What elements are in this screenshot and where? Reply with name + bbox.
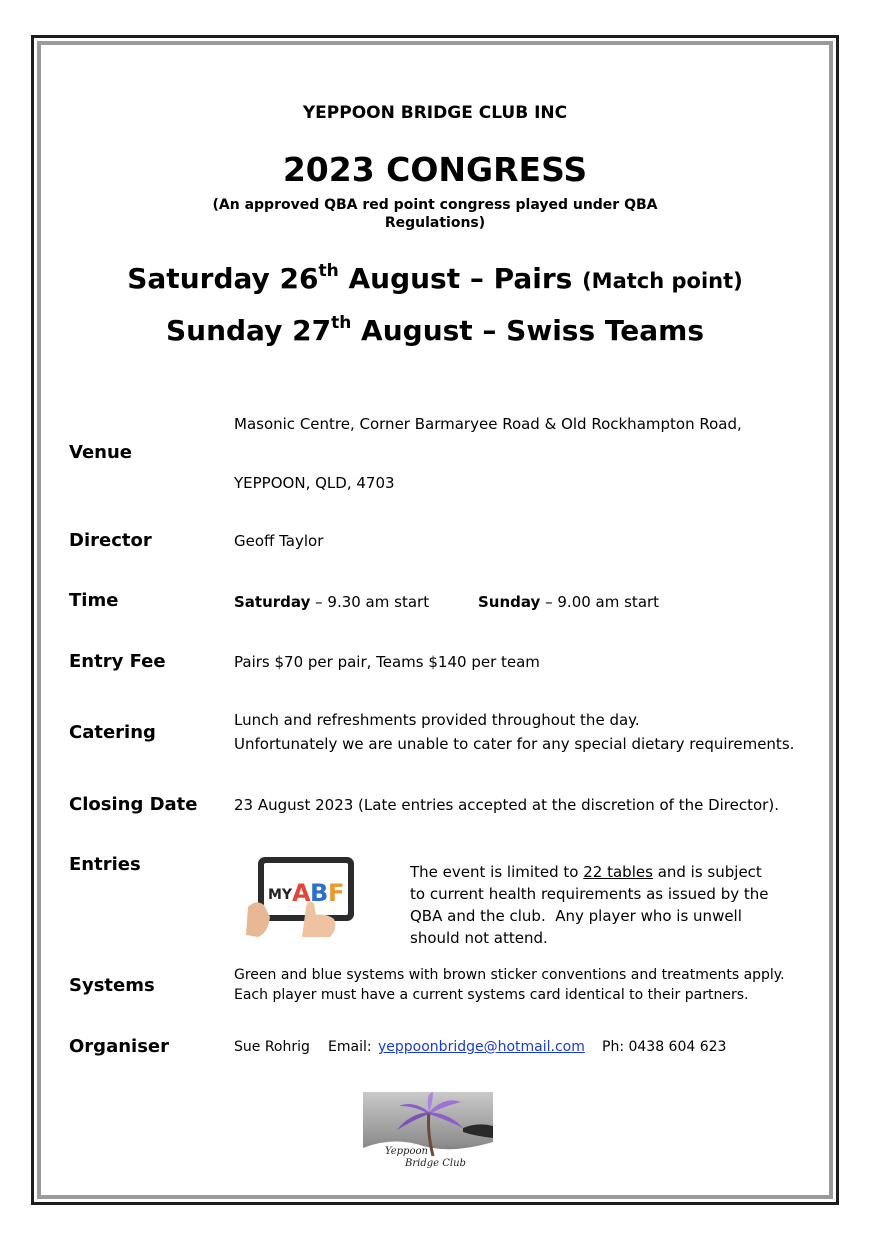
- myabf-my-text: MY: [268, 887, 293, 903]
- page-title: 2023 CONGRESS: [282, 150, 588, 189]
- organiser-label: Organiser: [69, 1036, 169, 1057]
- catering-line-2: Unfortunately we are unable to cater for any special dietary requirements.: [234, 735, 795, 753]
- venue-label: Venue: [69, 442, 132, 463]
- closing-date-label: Closing Date: [69, 794, 198, 815]
- director-label: Director: [69, 530, 152, 551]
- time-saturday: Saturday – 9.30 am start: [234, 593, 430, 611]
- closing-date-value: 23 August 2023 (Late entries accepted at the discretion of the Director).: [234, 796, 779, 814]
- club-logo-line-2: Bridge Club: [405, 1158, 466, 1169]
- sunday-heading: Sunday 27th August – Swiss Teams: [165, 312, 704, 347]
- entries-label: Entries: [69, 854, 141, 875]
- entries-text: The event is limited to 22 tables and is subject to current health requirements as issued by the QBA and the club. Any player who is unwell should not attend.: [410, 863, 769, 947]
- palm-tree-icon: [363, 1092, 493, 1178]
- myabf-logo[interactable]: [244, 855, 360, 939]
- organiser-email-link[interactable]: yeppoonbridge@hotmail.com: [378, 1039, 585, 1055]
- systems-line-2: Each player must have a current systems card identical to their partners.: [234, 987, 749, 1003]
- club-logo: [363, 1092, 493, 1178]
- entry-fee-value: Pairs $70 per pair, Teams $140 per team: [234, 653, 540, 671]
- systems-label: Systems: [69, 975, 155, 996]
- club-logo-line-1: Yeppoon: [385, 1146, 428, 1157]
- organiser-name: Sue Rohrig: [234, 1039, 310, 1055]
- subtitle: [0, 196, 870, 232]
- saturday-heading: Saturday 26th August – Pairs (Match point): [127, 260, 743, 295]
- tables-limit: 22 tables: [583, 863, 653, 881]
- systems-line-1: Green and blue systems with brown sticker conventions and treatments apply.: [234, 967, 785, 983]
- subtitle-line-2: Regulations): [384, 215, 486, 231]
- myabf-a-text: A: [292, 879, 311, 907]
- email-label: Email:: [328, 1039, 372, 1055]
- time-sunday: Sunday – 9.00 am start: [478, 593, 660, 611]
- myabf-f-text: F: [328, 879, 345, 907]
- entry-fee-label: Entry Fee: [69, 651, 166, 672]
- venue-line-2: YEPPOON, QLD, 4703: [234, 474, 395, 492]
- club-name: YEPPOON BRIDGE CLUB INC: [302, 103, 568, 123]
- catering-line-1: Lunch and refreshments provided throughout the day.: [234, 711, 640, 729]
- venue-line-1: Masonic Centre, Corner Barmaryee Road & Old Rockhampton Road,: [234, 415, 742, 433]
- organiser-phone: Ph: 0438 604 623: [602, 1039, 727, 1055]
- myabf-b-text: B: [310, 879, 329, 907]
- director-value: Geoff Taylor: [234, 532, 324, 550]
- time-label: Time: [69, 590, 119, 611]
- myabf-tablet-icon: [244, 855, 360, 939]
- catering-label: Catering: [69, 722, 156, 743]
- subtitle-line-1: (An approved QBA red point congress played under QBA: [212, 197, 658, 213]
